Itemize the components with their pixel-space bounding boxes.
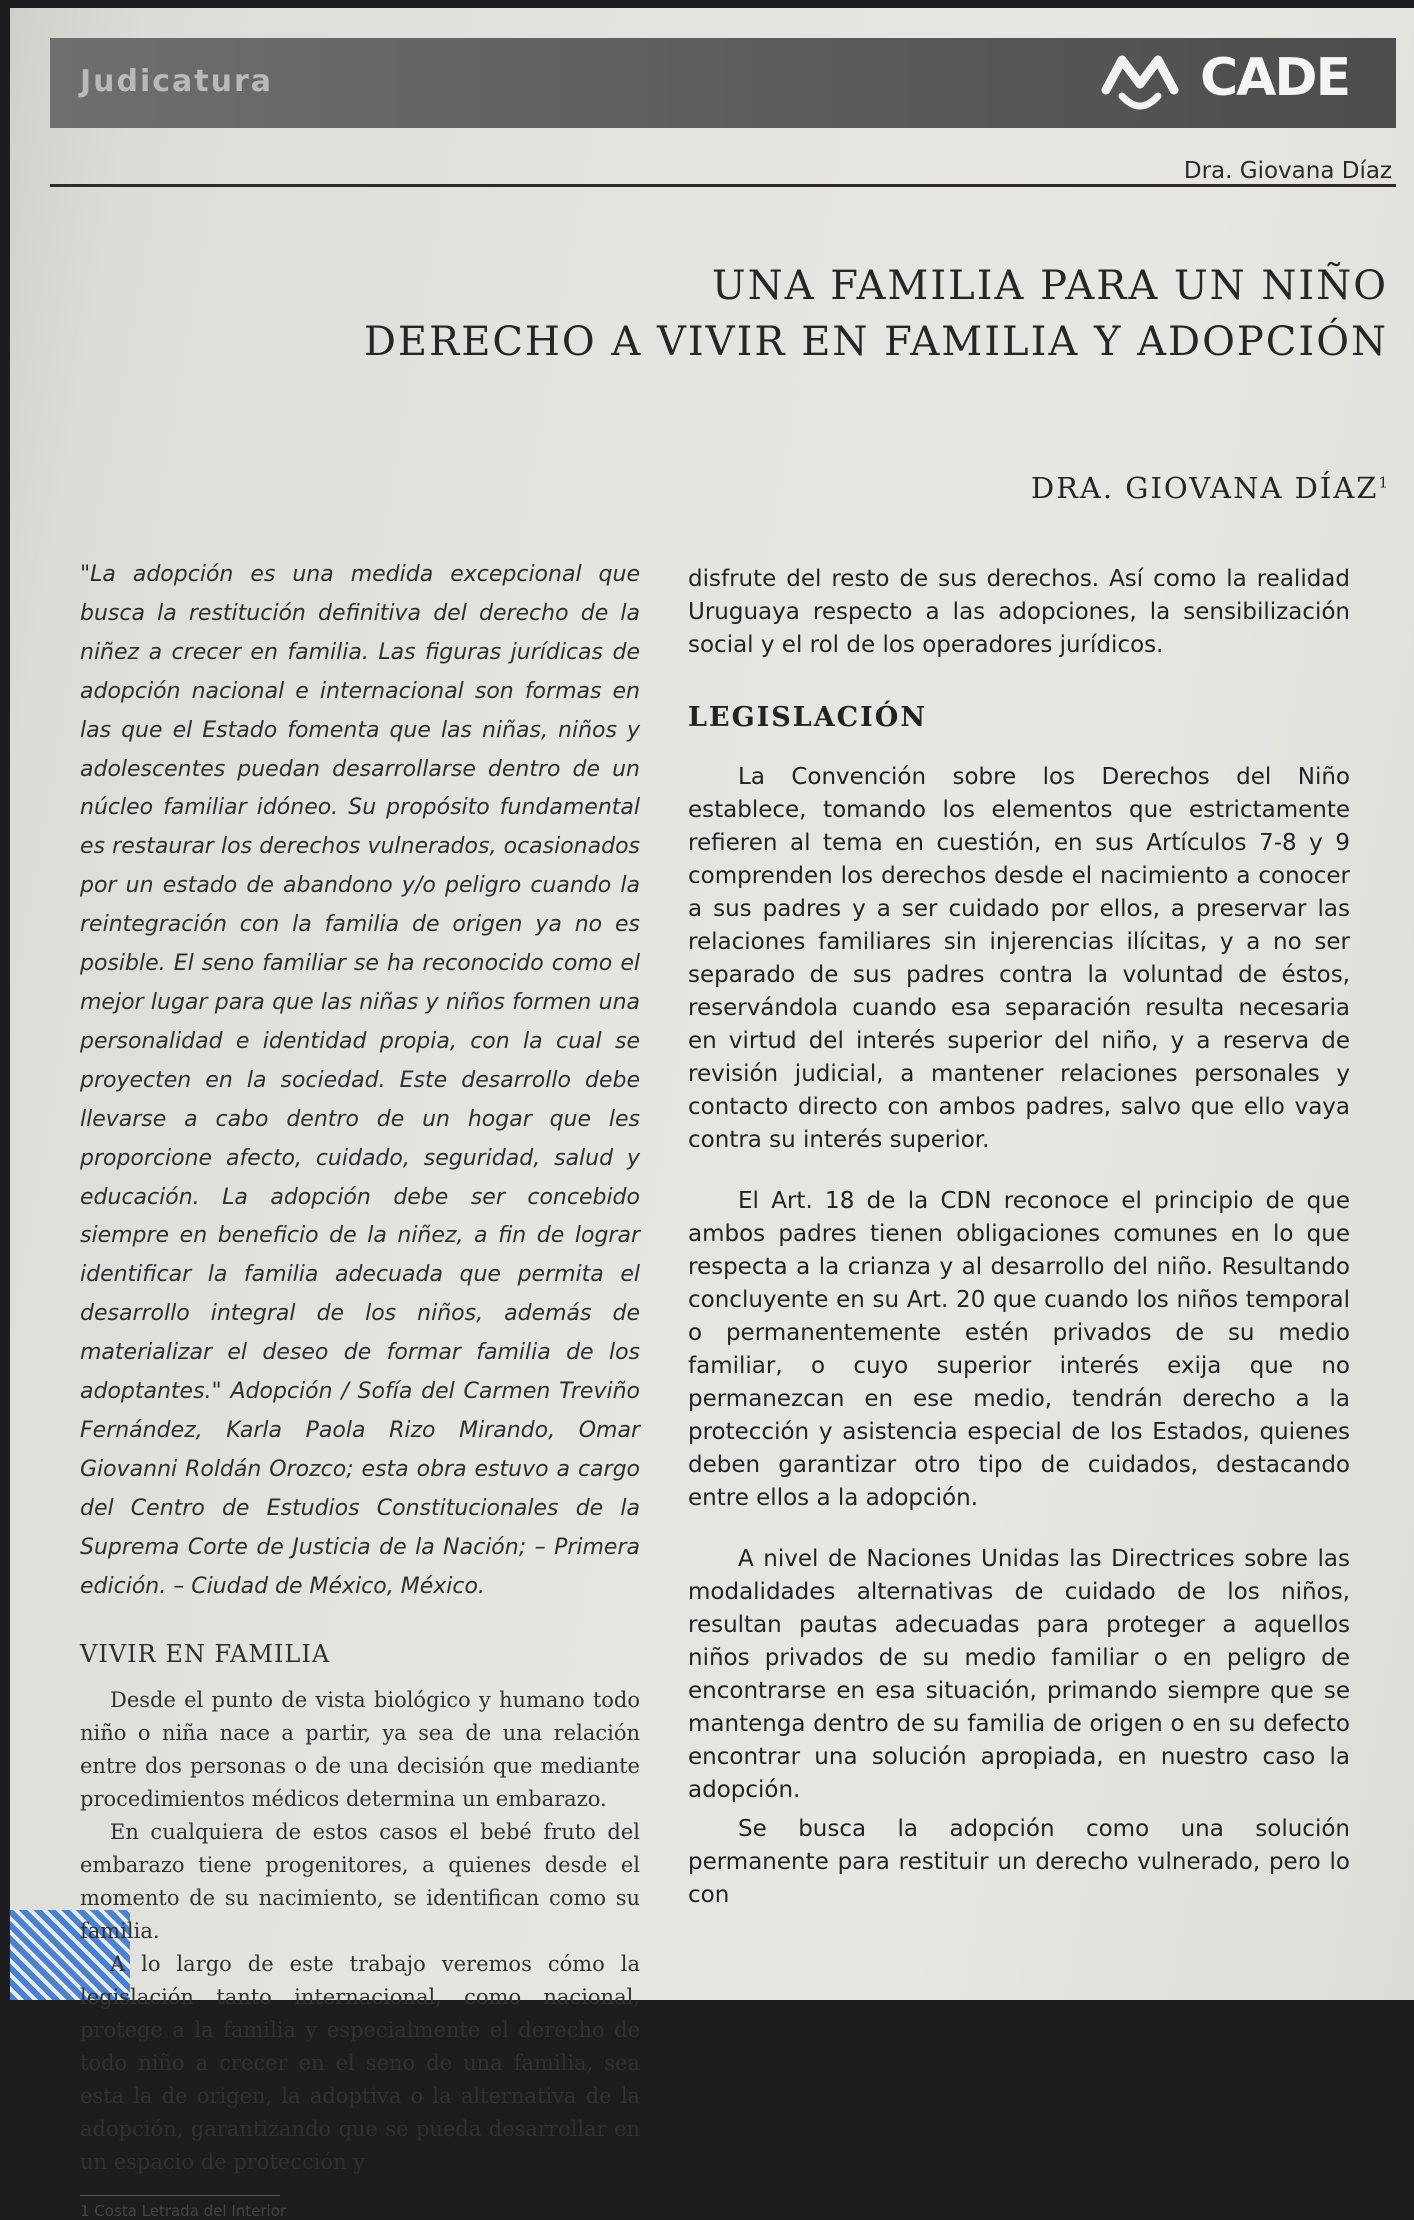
header-divider bbox=[50, 184, 1396, 187]
footnote: 1 Costa Letrada del Interior bbox=[80, 2202, 287, 2220]
section-label: Judicatura bbox=[80, 64, 274, 99]
subsection-heading: VIVIR EN FAMILIA bbox=[80, 1640, 331, 1669]
body-paragraph: La Convención sobre los Derechos del Niño establece, tomando los elementos que estrictamente refieren al tema en cuestión, en sus Artículos 7-8 y 9 comprenden los derechos desde el nacimiento a conocer a sus padres y a ser cuidado por ellos, a preservar las relaciones familiares sin injerencias ilícitas, y a no ser separado de sus padres contra la voluntad de éstos, reservándola cuando esa separación resulta necesaria en virtud del interés superior del niño, y a reserva de revisión judicial, a mantener relaciones personales y contacto directo con ambos padres, salvo que ello vaya contra su interés superior. bbox=[688, 764, 1350, 1153]
author-footnote-mark: 1 bbox=[1378, 473, 1388, 492]
body-paragraph: A nivel de Naciones Unidas las Directrices sobre las modalidades alternativas de cuidado de los niños, resultan pautas adecuadas para proteger a aquellos niños privados de su medio familiar o en peligro de encontrarse en esa situación, primando siempre que se mantenga dentro de su familia de origen o en su defecto encontrar una solución apropiada, en nuestro caso la adopción. bbox=[688, 1546, 1350, 1803]
cade-logo-text: CADE bbox=[1200, 48, 1350, 108]
article-author bbox=[1031, 471, 1388, 505]
epigraph-quote: "La adopción es una medida excepcional que busca la restitución definitiva del derecho de la niñez a crecer en familia. Las figuras jurídicas de adopción nacional e internacional son formas en las que el Estado fomenta que las niñas, niños y adolescentes puedan desarrollarse dentro de un núcleo familiar idóneo. Su propósito fundamental es restaurar los derechos vulnerados, ocasionados por un estado de abandono y/o peligro cuando la reintegración con la familia de origen ya no es posible. El seno familiar se ha reconocido como el mejor lugar para que las niñas y niños formen una personalidad e identidad propia, con la cual se proyecten en la sociedad. Este desarrollo debe llevarse a cabo dentro de un hogar que les proporcione afecto, cuidado, seguridad, salud y educación. La adopción debe ser concebido siempre en beneficio de la niñez, a fin de lograr identificar la familia adecuada que permita el desarrollo integral de los niños, además de materializar el deseo de formar familia de los adoptantes." Adopción / Sofía del Carmen Treviño Fernández, Karla Paola Rizo Mirando, Omar Giovanni Roldán Orozco; esta obra estuvo a cargo del Centro de Estudios Constitucionales de la Suprema Corte de Justicia de la Nación; – Primera edición. – Ciudad de México, México. bbox=[80, 562, 640, 1599]
intro-paragraph: disfrute del resto de sus derechos. Así como la realidad Uruguaya respecto a las adopciones, la sensibilización social y el rol de los operadores jurídicos. bbox=[688, 566, 1350, 658]
subsection-paragraph: A lo largo de este trabajo veremos cómo la legislación tanto internacional, como nacional, protege a la familia y especialmente el derecho de todo niño a crecer en el seno de una familia, sea esta la de origen, la adoptiva o la alternativa de la adopción, garantizando que se pueda desarrollar en un espacio de protección y bbox=[80, 1952, 640, 2175]
article-title-line-2: DERECHO A VIVIR EN FAMILIA Y ADOPCIÓN bbox=[363, 319, 1388, 365]
article-title bbox=[364, 258, 1388, 370]
right-column bbox=[688, 563, 1350, 1912]
running-header-author: Dra. Giovana Díaz bbox=[1183, 158, 1392, 184]
left-column bbox=[80, 556, 640, 2220]
subsection-paragraph: En cualquiera de estos casos el bebé fruto del embarazo tiene progenitores, a quienes desde el momento de su nacimiento, se identifican como su familia. bbox=[80, 1820, 640, 1944]
section-heading-legislacion: LEGISLACIÓN bbox=[688, 702, 928, 733]
article-title-line-1: UNA FAMILIA PARA UN NIÑO bbox=[711, 263, 1388, 309]
author-name: DRA. GIOVANA DÍAZ bbox=[1030, 471, 1379, 505]
header-bar bbox=[50, 38, 1396, 128]
footnote-divider bbox=[80, 2195, 280, 2196]
body-paragraph: El Art. 18 de la CDN reconoce el principio de que ambos padres tienen obligaciones comunes en lo que respecta a la crianza y al desarrollo del niño. Resultando concluyente en su Art. 20 que cuando los niños temporal o permanentemente estén privados de su medio familiar, o cuyo superior interés exija que no permanezcan en ese medio, tendrán derecho a la protección y asistencia especial de los Estados, quienes deben garantizar otro tipo de cuidados, destacando entre ellos a la adopción. bbox=[688, 1188, 1350, 1511]
subsection-paragraph: Desde el punto de vista biológico y humano todo niño o niña nace a partir, ya sea de una relación entre dos personas o de una decisión que mediante procedimientos médicos determina un embarazo. bbox=[80, 1688, 640, 1812]
cade-logo-icon bbox=[1100, 50, 1180, 116]
magazine-page bbox=[10, 8, 1414, 2220]
body-paragraph: Se busca la adopción como una solución permanente para restituir un derecho vulnerado, pero lo con bbox=[688, 1816, 1350, 1908]
